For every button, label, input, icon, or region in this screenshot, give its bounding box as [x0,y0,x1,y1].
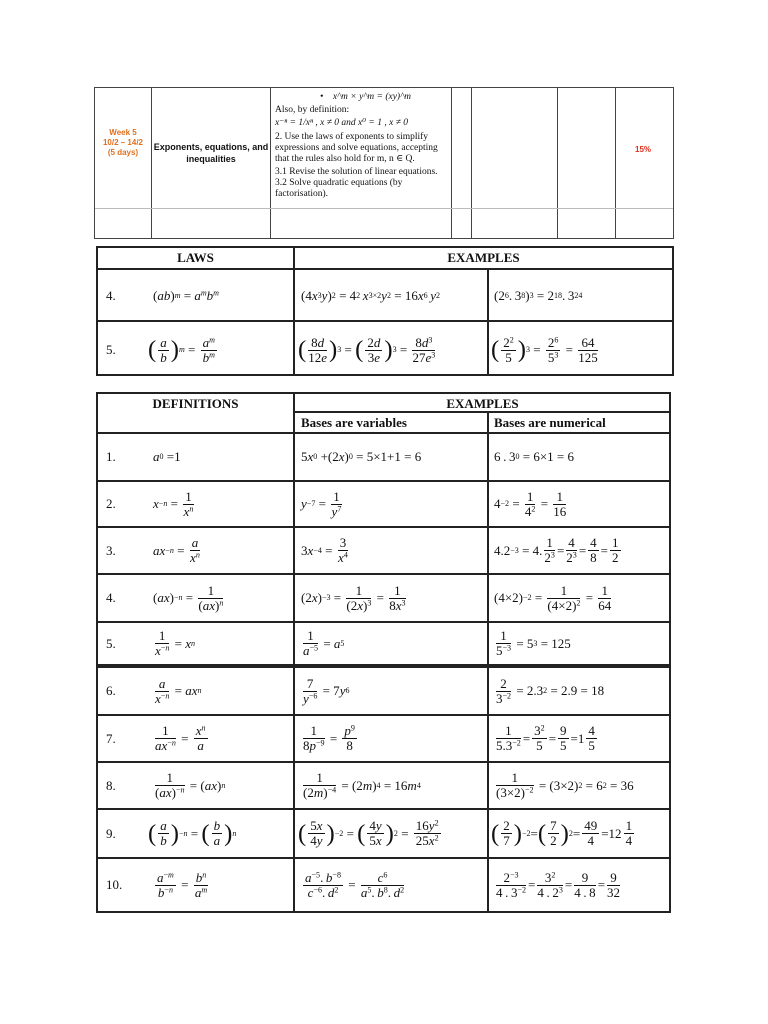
divider [98,320,672,322]
definition-number: 4. [106,590,116,605]
definition-number: 2. [106,496,116,511]
numerical-example: 1 $5.3^{-2}$ = $3^2$ 5 = 9 5 =1 4 5 [496,723,595,753]
examples-header: EXAMPLES [446,396,519,411]
definition-formula: 1 (ax)$^{-n}$ = ( ax ) n [155,770,226,800]
law-example: (4 x 3 y ) 2 = 4 2 x 3×2 y 2 = 16 x 6 y 2 [301,288,441,303]
topic-notes: • x^m × y^m = (xy)^m Also, by definition: x⁻ⁿ = 1/xⁿ , x ≠ 0 and x⁰ = 1 , x ≠ 0 2. Use the laws of exponents to simplify expressions and solve equations, accepting that the rules also hold for m, n ∈ Q. 3.1 Revise the solution of linear equations. 3.2 Solve quadratic equations (by factorisation). [275,92,450,200]
divider [557,88,558,238]
divider [98,268,672,270]
definition-formula: ( a b ) −n = ( b a ) n [148,818,237,848]
numerical-example: 6 . 3 0 = 6×1 = 6 [494,449,574,464]
variable-example: 7 $y^{-6}$ = 7 y 6 [303,675,350,706]
divider [293,268,295,374]
numerical-example: 4 −2 = 1 $4^2$ = 1 16 [494,488,567,519]
definitions-table [96,392,671,913]
objective-3-1: 3.1 Revise the solution of linear equations. [275,167,438,177]
definition-formula: 1 $x^{-n}$ = x n [155,628,196,658]
law-formula: ( a b ) m = $a^m$ $b^m$ [148,334,215,365]
variable-example: 1 $8p^{-9}$ = $p^9$ 8 [303,723,355,753]
variable-example: 3 x −4 = 3 $x^4$ [301,535,348,565]
variables-subheader: Bases are variables [301,415,407,430]
definition-formula: 1 $ax^{-n}$ = $x^n$ a [155,723,206,753]
definitions-header: DEFINITIONS [152,396,239,411]
variable-example: $a^{-5}$. $b^{-8}$ $c^{-6}$. $d^2$ = $c^6$ $a^5$. $b^8$. $d^2$ [305,869,405,900]
definition-formula: $a^{-m}$ $b^{-n}$ = $b^n$ $a^m$ [157,869,208,900]
divider [471,88,472,238]
law-formula: ( ab ) m = $a^mb^m$ [153,288,219,303]
divider [487,412,489,911]
definition-formula: ( ax ) −n = 1 (ax)$^n$ [153,582,224,613]
divider [451,88,452,238]
definition-formula: x⁻ⁿ = 1/xⁿ , x ≠ 0 and x⁰ = 1 , x ≠ 0 [275,118,409,128]
divider [95,208,673,209]
divider [487,268,489,374]
definition-intro: Also, by definition: [275,105,350,115]
numerical-example: (4×2) −2 = 1 $(4\times 2)^2$ = 1 64 [494,582,612,613]
definition-number: 9. [106,825,116,841]
topic-label: Exponents, equations, and inequalities [153,142,269,164]
schedule-table [94,87,674,239]
divider [270,88,271,238]
laws-table [96,246,674,376]
definition-formula: x −n = 1 $x^n$ [153,488,194,519]
definition-formula: a $x^{-n}$ = ax n [155,675,202,706]
definition-number: 3. [106,542,116,558]
weight-percent: 15% [635,145,652,154]
law-formula: x^m × y^m = (xy)^m [332,92,411,102]
divider [615,88,616,238]
law-number: 4. [106,288,116,303]
definition-number: 8. [106,777,116,793]
definition-formula: a 0 =1 [153,449,181,464]
law-example: ( 8d 12e ) 3 = ( 2d 3e ) 3 = $8d^3$ $27e^3$ [298,334,436,365]
definition-number: 1. [106,449,116,464]
objective-3-2: 3.2 Solve quadratic equations (by factorisation). [275,178,403,199]
variable-example: 1 $a^{-5}$ = a 5 [303,628,345,658]
variable-example: y −7 = 1 $y^7$ [301,488,342,519]
variable-example: 5 x 0 +(2 x ) 0 = 5×1+1 = 6 [301,449,422,464]
divider [293,394,295,911]
definition-number: 6. [106,683,116,698]
definition-number: 10. [106,877,123,892]
law-number: 5. [106,342,116,357]
numerical-example: 4.2 −3 = 4. 1 $2^3$ = 4 $2^3$ = 4 8 = 1 2 [494,535,619,565]
numerical-example: 2 $3^{-2}$ = 2.3 2 = 2.9 = 18 [496,675,605,706]
definition-formula: ax −n = a $x^n$ [153,535,200,565]
numerical-example: ( 2 7 ) −2 = ( 7 2 ) 2 = 49 4 =12 1 4 [491,818,633,848]
week-label: Week 5 10/2 – 14/2 (5 days) [102,128,144,157]
examples-header: EXAMPLES [447,250,520,265]
numerical-subheader: Bases are numerical [494,415,606,430]
numerical-example: $2^{-3}$ 4 . $3^{-2}$ = $3^2$ 4 . $2^3$ = 9 4 . 8 = 9 32 [496,869,621,900]
law-example: (2 6 . 3 8 ) 3 = 2 18 . 3 24 [494,288,583,303]
objective-2: 2. Use the laws of exponents to simplify expressions and solve equations, accepting that the rules also hold for m, n ∈ Q. [275,132,438,164]
laws-header: LAWS [177,250,214,265]
definition-number: 7. [106,730,116,746]
definition-number: 5. [106,635,116,651]
variable-example: ( 5x 4y ) −2 = ( 4y 5x ) 2 = $16y^2$ $25x^2$ [298,818,439,848]
law-example: ( $2^2$ 5 ) 3 = $2^6$ $5^3$ = 64 125 [491,334,598,365]
variable-example: 1 $(2m)^{-4}$ = (2 m ) 4 = 16 m 4 [303,770,421,800]
numerical-example: 1 $5^{-3}$ = 5 3 = 125 [496,628,571,658]
numerical-example: 1 $(3\times 2)^{-2}$ = (3×2) 2 = 6 2 = 36 [496,770,634,800]
variable-example: (2 x ) −3 = 1 $(2x)^3$ = 1 $8x^3$ [301,582,406,613]
